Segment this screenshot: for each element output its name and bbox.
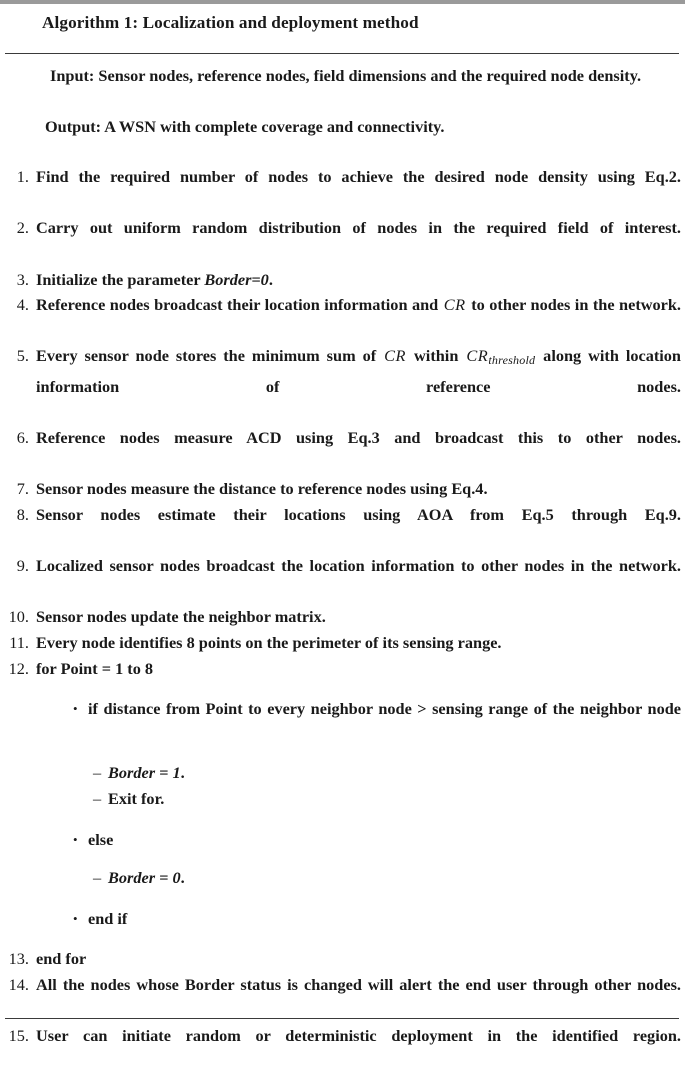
step-text-before: Reference nodes broadcast their location information and <box>36 295 443 315</box>
list-item <box>5 164 681 215</box>
list-item <box>36 827 681 891</box>
nested-dash-list <box>88 865 681 891</box>
list-item <box>88 760 681 786</box>
step-text: User can initiate random or deterministic deployment in the identified region. <box>36 1026 681 1046</box>
step-number: 12. <box>8 658 29 678</box>
cr-base: CR <box>466 346 489 366</box>
step-text: Carry out uniform random distribution of nodes in the required field of interest. <box>36 218 681 238</box>
algorithm-body <box>5 63 681 1074</box>
algorithm-step-list <box>5 164 681 1074</box>
step-number: 7. <box>16 479 29 499</box>
step-text: Reference nodes measure ACD using Eq.3 and broadcast this to other nodes. <box>36 428 681 448</box>
list-item <box>5 267 681 293</box>
list-item <box>5 1023 681 1074</box>
step-text: Every node identifies 8 points on the perimeter of its sensing range. <box>36 633 502 652</box>
list-item <box>5 425 681 476</box>
input-paragraph <box>5 63 681 89</box>
input-text: Input: Sensor nodes, reference nodes, field dimensions and the required node density. <box>50 66 642 85</box>
bullet-marker-icon: • <box>73 910 78 926</box>
step-number: 2. <box>16 218 29 238</box>
bullet-marker-icon: • <box>73 831 78 847</box>
step-text-before: Every sensor node stores the minimum sum of <box>36 346 384 366</box>
list-item <box>88 786 681 812</box>
list-item <box>36 696 681 811</box>
step-text: All the nodes whose Border status is changed will alert the end user through other nodes. <box>36 974 681 994</box>
step-text: Localized sensor nodes broadcast the location information to other nodes in the network. <box>36 556 681 576</box>
list-item <box>5 343 681 425</box>
step-number: 10. <box>8 607 29 627</box>
list-item <box>5 656 681 932</box>
list-item <box>5 553 681 604</box>
step-text-before: Initialize the parameter <box>36 269 205 289</box>
step-number: 4. <box>16 295 29 315</box>
step-number: 13. <box>8 949 29 969</box>
period: . <box>180 763 185 783</box>
step-number: 14. <box>8 974 29 994</box>
step-text: Sensor nodes update the neighbor matrix. <box>36 607 326 627</box>
cr-symbol: CR <box>443 295 466 315</box>
list-item <box>5 604 681 630</box>
step-text: for Point = 1 to 8 <box>36 658 154 678</box>
step-text <box>36 346 681 421</box>
step-text-after: . <box>268 269 273 289</box>
step-number: 1. <box>16 167 29 187</box>
footer-rule <box>5 1018 679 1019</box>
list-item <box>5 215 681 266</box>
cr-subscript: threshold <box>488 353 536 368</box>
nested-bullet-list <box>36 696 681 931</box>
step-text-after: along with location information of reference nodes. <box>36 346 681 397</box>
dash-text: Exit for. <box>108 788 165 808</box>
list-item <box>36 906 681 932</box>
list-item <box>5 292 681 343</box>
bullet-marker-icon: • <box>73 701 78 717</box>
border-assignment: Border = 1 <box>108 763 181 783</box>
list-item <box>88 865 681 891</box>
border-variable: Border=0 <box>204 269 269 289</box>
bullet-text: if distance from Point to every neighbor node > sensing range of the neighbor node <box>88 699 681 719</box>
step-text <box>36 295 681 340</box>
list-item <box>5 502 681 553</box>
bullet-text: end if <box>88 908 128 928</box>
step-number: 5. <box>16 346 29 366</box>
step-text: Sensor nodes measure the distance to reference nodes using Eq.4. <box>36 479 488 499</box>
step-number: 15. <box>8 1026 29 1046</box>
page-title: Algorithm 1: Localization and deployment method <box>42 13 419 32</box>
top-gray-band <box>0 0 685 4</box>
period: . <box>180 868 185 888</box>
list-item <box>5 630 681 656</box>
step-number: 11. <box>9 633 29 652</box>
nested-dash-list <box>88 760 681 811</box>
header-rule <box>5 53 679 54</box>
step-text: Find the required number of nodes to achieve the desired node density using Eq.2. <box>36 167 681 187</box>
step-text: end for <box>36 949 87 969</box>
cr-symbol: CR <box>384 346 407 366</box>
step-number: 8. <box>16 505 29 525</box>
dash-marker-icon: – <box>93 763 102 783</box>
cr-threshold-symbol <box>465 346 536 368</box>
step-number: 6. <box>16 428 29 448</box>
output-text: Output: A WSN with complete coverage and connectivity. <box>45 116 445 136</box>
dash-marker-icon: – <box>93 788 102 808</box>
step-text <box>36 270 273 289</box>
bullet-text: else <box>88 829 114 849</box>
list-item <box>5 476 681 502</box>
dash-marker-icon: – <box>93 868 102 888</box>
step-text-middle: within <box>407 346 466 366</box>
list-item <box>5 946 681 972</box>
step-text-after: to other nodes in the network. <box>466 295 682 315</box>
border-assignment: Border = 0 <box>108 868 181 888</box>
step-number: 3. <box>16 269 29 289</box>
list-item <box>5 972 681 1023</box>
step-text: Sensor nodes estimate their locations using AOA from Eq.5 through Eq.9. <box>36 505 681 525</box>
step-number: 9. <box>16 556 29 576</box>
output-paragraph <box>5 114 681 140</box>
